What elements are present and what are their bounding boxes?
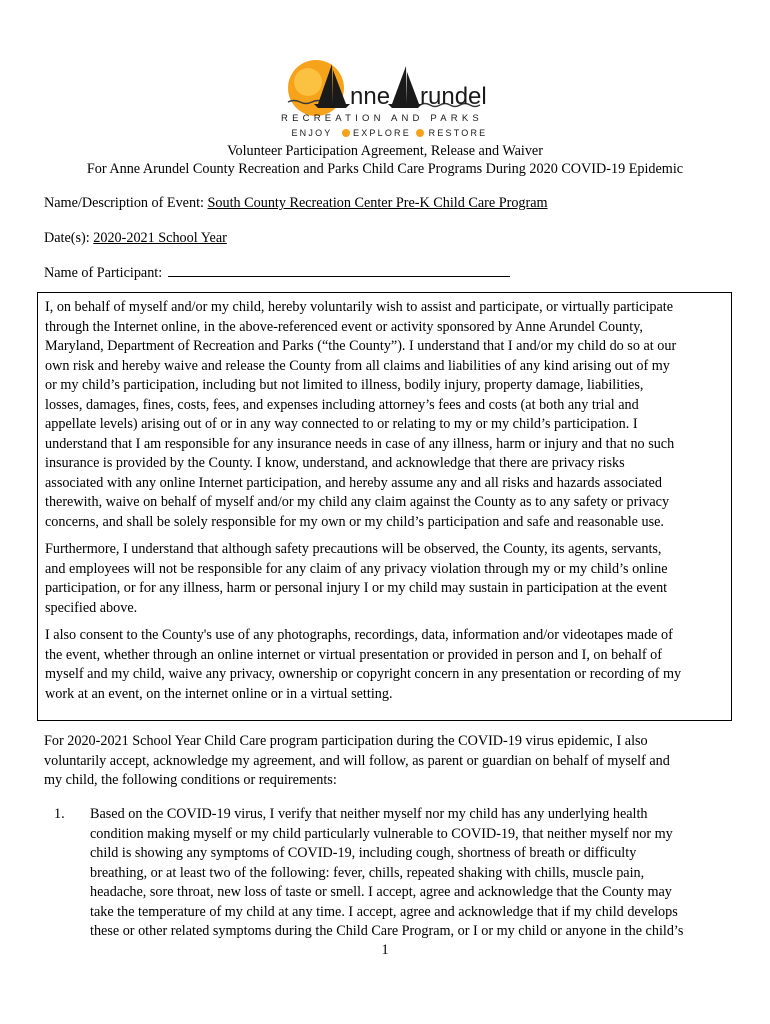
logo-subtitle: RECREATION AND PARKS: [281, 113, 483, 124]
participant-label: Name of Participant:: [44, 265, 166, 281]
list-item-number: 1.: [54, 806, 65, 822]
document-title: Volunteer Participation Agreement, Release and Waiver: [227, 143, 543, 159]
list-item-text: Based on the COVID-19 virus, I verify that neither myself nor my child has any underlying health condition making myself or my child particularly vulnerable to COVID-19, that neither myself nor my child is showing any symptoms of COVID-19, including cough, shortness of breath or difficulty breathing, or at least two of the following: fever, chills, repeated shaking with chills, muscle pain, headache, sore throat, new loss of taste or smell. I accept, agree and acknowledge that the County may take the temperature of my child at any time. I accept, agree and acknowledge that if my child develops these or other related symptoms during the Child Care Program, or I or my child or anyone in the child’s: [90, 806, 684, 939]
page-number: 1: [381, 942, 389, 958]
sailboat-icon-2: [388, 66, 422, 108]
dates-field: [44, 229, 227, 247]
dates-label: Date(s):: [44, 230, 94, 246]
anne-arundel-logo: [270, 58, 495, 140]
logo-tagline-enjoy: ENJOY: [291, 128, 333, 138]
tagline-dot-icon-2: [416, 129, 424, 137]
waiver-box: [37, 292, 732, 721]
dates-value[interactable]: 2020-2021 School Year: [93, 230, 227, 246]
waiver-paragraph-3: I also consent to the County's use of any photographs, recordings, data, information and/or videotapes made of the event, whether through an online internet or virtual presentation or provided in person and I, on behalf of myself and my child, waive any privacy, ownership or copyright concern in any presentation or recording of my work at an event, on the internet online or in a virtual setting.: [45, 627, 682, 702]
waiver-paragraph-2: Furthermore, I understand that although safety precautions will be observed, the County, its agents, servants, and employees will not be responsible for any claim of any privacy violation through my or my child’s online participation, or for any illness, harm or personal injury I or my child may sustain in participation at the event specified above.: [45, 541, 668, 616]
conditions-intro: For 2020-2021 School Year Child Care program participation during the COVID-19 virus epidemic, I also voluntarily accept, acknowledge my agreement, and will follow, as parent or guardian on behalf of myself and my child, the following conditions or requirements:: [44, 733, 670, 788]
tagline-dot-icon: [342, 129, 350, 137]
event-field: [44, 194, 548, 212]
document-subtitle: For Anne Arundel County Recreation and Parks Child Care Programs During 2020 COVID-19 Epidemic: [86, 161, 684, 177]
participant-field: [44, 264, 510, 282]
logo-graphic: [270, 58, 495, 140]
event-value[interactable]: South County Recreation Center Pre-K Child Care Program: [207, 195, 548, 211]
waiver-paragraph-1: I, on behalf of myself and/or my child, hereby voluntarily wish to assist and participate, or virtually participate through the Internet online, in the above-referenced event or activity sponsored by Anne Arundel County, Maryland, Department of Recreation and Parks (“the County”). I understand that I and/or my child do so at our own risk and hereby waive and release the County from all claims and liabilities of any kind arising out of my or my child’s participation, including but not limited to illness, bodily injury, property damage, liabilities, losses, damages, fines, costs, fees, and expenses including attorney’s fees and costs (at both any trial and appellate levels) arising out of or in any way connected to or relating to my or my child’s participation. I understand that I am responsible for any insurance needs in case of any illness, harm or injury and that no such insurance is provided by the County. I know, understand, and acknowledge that there are privacy risks associated with any online Internet participation, and hereby assume any and all risks and hazards associated therewith, waive on behalf of myself and/or my child any claim against the County as to any safety or privacy concerns, and shall be solely responsible for my own or my child’s participation and safe and reasonable use.: [45, 299, 677, 530]
logo-tagline-restore: RESTORE: [428, 128, 488, 138]
logo-word-arundel: rundel: [420, 83, 487, 110]
participant-name-input[interactable]: [168, 264, 510, 277]
event-label: Name/Description of Event:: [44, 195, 208, 211]
logo-tagline-explore: EXPLORE: [353, 128, 411, 138]
logo-word-anne: nne: [350, 83, 391, 110]
